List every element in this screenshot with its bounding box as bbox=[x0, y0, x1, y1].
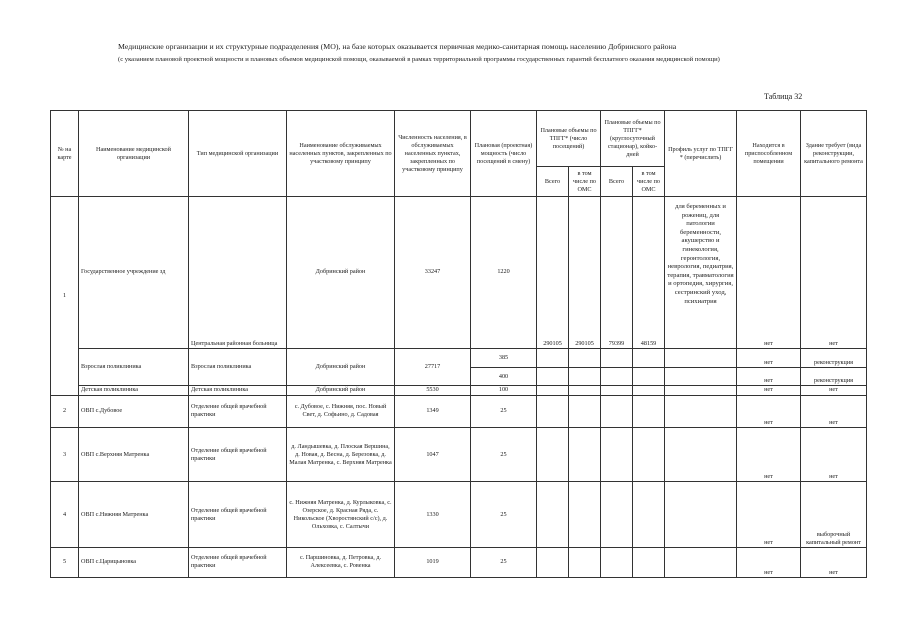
row-points: Добринский район bbox=[287, 385, 395, 395]
row-points: Добринский район bbox=[287, 348, 395, 385]
table-row bbox=[51, 197, 867, 349]
header-pgg-visits: Плановые объемы по ТПГГ* (число посещений) bbox=[537, 111, 601, 167]
row-name: ОВП с.Царицыновка bbox=[79, 547, 189, 577]
table-row bbox=[51, 395, 867, 428]
header-visits-oms: в том числе по ОМС bbox=[569, 167, 601, 197]
row-points: с. Нижняя Матренка, д. Курлыковка, с. Озерское, д. Красная Ряда, с. Никольское (Хворостянский с/с), д. Ольховка, с. Салтычи bbox=[287, 482, 395, 547]
row-premises: нет bbox=[737, 547, 801, 577]
header-num: № на карте bbox=[51, 111, 79, 197]
row-type: Отделение общей врачебной практики bbox=[189, 482, 287, 547]
row-population: 5530 bbox=[395, 385, 471, 395]
row-days-total: 79399 bbox=[601, 197, 633, 349]
row-type: Отделение общей врачебной практики bbox=[189, 395, 287, 428]
table-row bbox=[51, 482, 867, 547]
header-visits-total: Всего bbox=[537, 167, 569, 197]
row-points: с. Паршиновка, д. Петровка, д. Алексеевка, с. Ровенка bbox=[287, 547, 395, 577]
row-population: 1349 bbox=[395, 395, 471, 428]
row-repair: нет bbox=[801, 428, 867, 482]
row-points: д. Ландышевка, д. Плоская Вершина, д. Новая, д. Весна, д. Березовка, д. Малая Матренка, с. Верхняя Матренка bbox=[287, 428, 395, 482]
header-points: Наименование обслуживаемых населенных пунктов, закрепленных по участковому принципу bbox=[287, 111, 395, 197]
header-population: Численность населения, в обслуживаемых населенных пунктах, закрепленных по участковому принципу bbox=[395, 111, 471, 197]
row-name: ОВП с.Верхняя Матренка bbox=[79, 428, 189, 482]
row-premises: нет bbox=[737, 368, 801, 385]
row-capacity: 1220 bbox=[471, 197, 537, 349]
row-profile: для беременных и рожениц, для патологии беременности, акушерство и гинекология, геронтология, неврология, педиатрия, терапия, травматология и ортопедия, хирургия, сестринский уход, психиатрия bbox=[665, 197, 737, 349]
header-days-total: Всего bbox=[601, 167, 633, 197]
row-capacity: 25 bbox=[471, 428, 537, 482]
row-name: Государственное учреждение зд bbox=[79, 197, 189, 349]
row-capacity: 400 bbox=[471, 368, 537, 385]
table-number: Таблица 32 bbox=[764, 92, 803, 101]
header-capacity: Плановая (проектная) мощность (число посещений в смену) bbox=[471, 111, 537, 197]
row-visits-total: 290105 bbox=[537, 197, 569, 349]
row-num: 1 bbox=[51, 197, 79, 396]
header-days-oms: в том числе по ОМС bbox=[633, 167, 665, 197]
table-row bbox=[51, 547, 867, 577]
row-name: ОВП с.Дубовое bbox=[79, 395, 189, 428]
row-population: 1019 bbox=[395, 547, 471, 577]
row-capacity: 25 bbox=[471, 482, 537, 547]
row-type: Отделение общей врачебной практики bbox=[189, 547, 287, 577]
row-name: Взрослая поликлиника bbox=[79, 348, 189, 385]
row-type: Взрослая поликлиника bbox=[189, 348, 287, 385]
row-population: 27717 bbox=[395, 348, 471, 385]
row-type: Отделение общей врачебной практики bbox=[189, 428, 287, 482]
row-premises: нет bbox=[737, 197, 801, 349]
row-points: Добринский район bbox=[287, 197, 395, 349]
mo-table bbox=[50, 110, 867, 578]
row-capacity: 100 bbox=[471, 385, 537, 395]
row-days-oms: 48159 bbox=[633, 197, 665, 349]
row-visits-oms: 290105 bbox=[569, 197, 601, 349]
row-population: 33247 bbox=[395, 197, 471, 349]
row-repair: нет bbox=[801, 547, 867, 577]
row-repair: реконструкция bbox=[801, 348, 867, 368]
header-premises: Находится в приспособленном помещении bbox=[737, 111, 801, 197]
row-population: 1047 bbox=[395, 428, 471, 482]
row-num: 4 bbox=[51, 482, 79, 547]
row-capacity: 385 bbox=[471, 348, 537, 368]
row-type: Детская поликлиника bbox=[189, 385, 287, 395]
table-row bbox=[51, 428, 867, 482]
document-subtitle: (с указанием плановой проектной мощности и плановых объемов медицинской помощи, оказываемой в рамках территориальной программы государственных гарантий бесплатного оказания медицинской помощи) bbox=[118, 56, 720, 63]
header-repair: Здание требует (вида реконструкции, капитального ремонта bbox=[801, 111, 867, 197]
table-row bbox=[51, 385, 867, 395]
row-premises: нет bbox=[737, 348, 801, 368]
row-premises: нет bbox=[737, 385, 801, 395]
row-premises: нет bbox=[737, 482, 801, 547]
row-num: 3 bbox=[51, 428, 79, 482]
header-type: Тип медицинской организации bbox=[189, 111, 287, 197]
row-points: с. Дубовое, с. Нижняя, пос. Новый Свет, д. Софьино, д. Садовая bbox=[287, 395, 395, 428]
row-population: 1330 bbox=[395, 482, 471, 547]
row-repair: выборочный капитальный ремонт bbox=[801, 482, 867, 547]
row-num: 2 bbox=[51, 395, 79, 428]
header-pgg-days: Плановые объемы по ТПГГ* (круглосуточный стационар), койко-дней bbox=[601, 111, 665, 167]
row-type: Центральная районная больница bbox=[189, 197, 287, 349]
row-repair: нет bbox=[801, 197, 867, 349]
row-premises: нет bbox=[737, 395, 801, 428]
row-num: 5 bbox=[51, 547, 79, 577]
document-title: Медицинские организации и их структурные подразделения (МО), на базе которых оказывается первичная медико-санитарная помощь населению Добринского района bbox=[118, 42, 677, 51]
row-repair: реконструкция bbox=[801, 368, 867, 385]
row-repair: нет bbox=[801, 395, 867, 428]
row-capacity: 25 bbox=[471, 395, 537, 428]
row-name: Детская поликлиника bbox=[79, 385, 189, 395]
row-name: ОВП с.Нижняя Матренка bbox=[79, 482, 189, 547]
row-capacity: 25 bbox=[471, 547, 537, 577]
row-premises: нет bbox=[737, 428, 801, 482]
row-repair: нет bbox=[801, 385, 867, 395]
header-name: Наименование медицинской организации bbox=[79, 111, 189, 197]
table-row bbox=[51, 348, 867, 368]
header-profile: Профиль услуг по ТПГГ * (перечислить) bbox=[665, 111, 737, 197]
